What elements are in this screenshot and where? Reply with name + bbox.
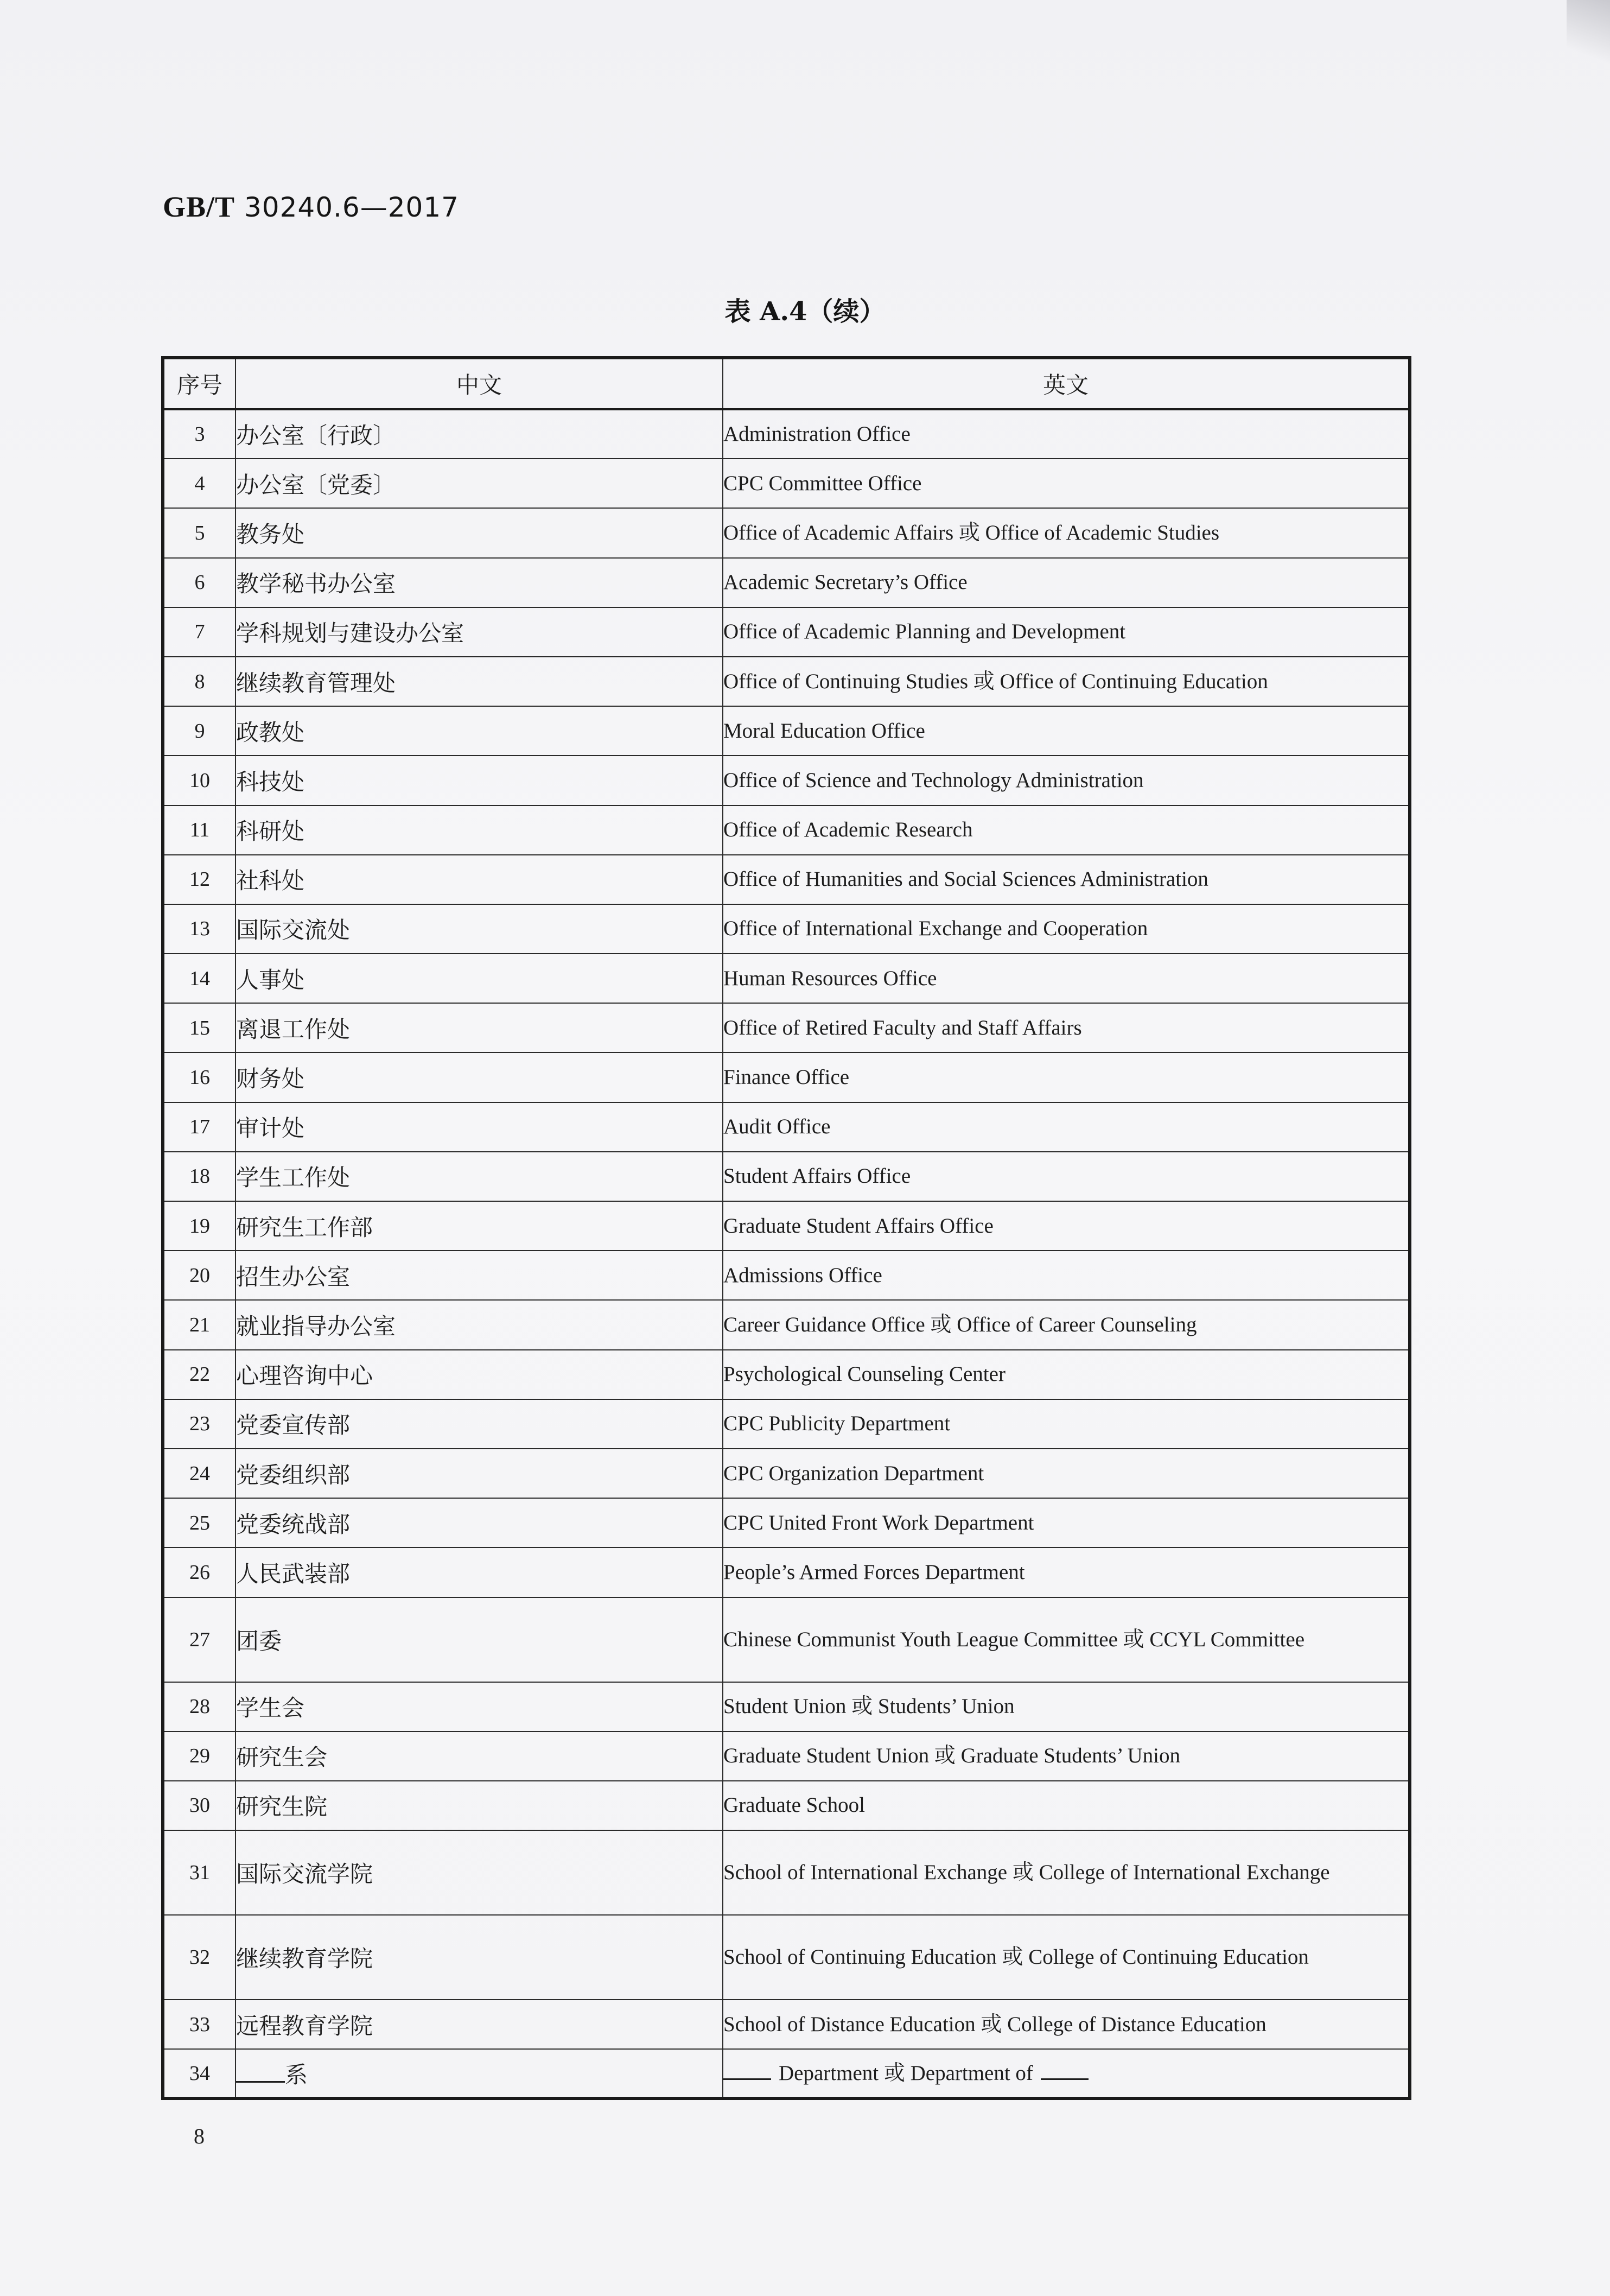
row-number: 17 [163, 1102, 236, 1152]
page-corner-shadow [1567, 0, 1610, 76]
row-number: 30 [163, 1781, 236, 1830]
row-chinese: 国际交流处 [236, 904, 723, 954]
fill-in-blank [1041, 2059, 1089, 2080]
row-number: 26 [163, 1547, 236, 1597]
table-row [163, 1052, 1410, 1102]
row-english: Office of Academic Research [723, 805, 1410, 855]
table-row [163, 1830, 1410, 1915]
row-english: Graduate Student Union 或 Graduate Students’ Union [723, 1731, 1410, 1781]
department-name-table [161, 356, 1411, 2100]
row-english: CPC Publicity Department [723, 1399, 1410, 1449]
row-chinese: 财务处 [236, 1052, 723, 1102]
table-row [163, 1781, 1410, 1830]
row-english: CPC Organization Department [723, 1449, 1410, 1498]
row-number: 10 [163, 756, 236, 805]
page-number: 8 [194, 2124, 205, 2148]
row-number: 18 [163, 1152, 236, 1201]
row-chinese: 办公室〔党委〕 [236, 459, 723, 508]
table-row [163, 855, 1410, 904]
row-number: 32 [163, 1915, 236, 2000]
row-number: 14 [163, 954, 236, 1003]
row-english: Office of Science and Technology Administration [723, 756, 1410, 805]
row-chinese: 招生办公室 [236, 1251, 723, 1300]
row-english: Psychological Counseling Center [723, 1350, 1410, 1399]
row-chinese: 继续教育学院 [236, 1915, 723, 2000]
row-number: 8 [163, 657, 236, 706]
row-number: 27 [163, 1597, 236, 1682]
row-chinese: 离退工作处 [236, 1003, 723, 1052]
column-header-english: 英文 [723, 358, 1410, 409]
row-number: 21 [163, 1300, 236, 1349]
row-english: Office of Retired Faculty and Staff Affairs [723, 1003, 1410, 1052]
row-chinese: 党委统战部 [236, 1498, 723, 1547]
row-chinese: 国际交流学院 [236, 1830, 723, 1915]
column-header-number: 序号 [163, 358, 236, 409]
row-chinese: 教务处 [236, 508, 723, 557]
row-english: Student Union 或 Students’ Union [723, 1682, 1410, 1731]
row-number: 22 [163, 1350, 236, 1399]
row-number: 29 [163, 1731, 236, 1781]
row-english: School of Continuing Education 或 College of Continuing Education [723, 1915, 1410, 2000]
row-english: Admissions Office [723, 1251, 1410, 1300]
row-chinese: 政教处 [236, 706, 723, 756]
row-number: 7 [163, 607, 236, 657]
table-row [163, 1201, 1410, 1251]
row-chinese: 审计处 [236, 1102, 723, 1152]
standard-code [163, 190, 459, 224]
row-english: CPC United Front Work Department [723, 1498, 1410, 1547]
row-chinese: 研究生院 [236, 1781, 723, 1830]
chinese-suffix: 系 [285, 2061, 308, 2088]
row-chinese: 研究生会 [236, 1731, 723, 1781]
row-english: Graduate School [723, 1781, 1410, 1830]
table-row [163, 459, 1410, 508]
row-chinese: 科研处 [236, 805, 723, 855]
row-chinese: 办公室〔行政〕 [236, 409, 723, 459]
row-english: Office of Humanities and Social Sciences Administration [723, 855, 1410, 904]
table-row [163, 1731, 1410, 1781]
table-row [163, 409, 1410, 459]
row-number: 33 [163, 2000, 236, 2049]
table-row [163, 1300, 1410, 1349]
row-number: 9 [163, 706, 236, 756]
row-number: 6 [163, 558, 236, 607]
fill-in-blank [723, 2059, 771, 2080]
table-body [163, 409, 1410, 2098]
table-row [163, 1251, 1410, 1300]
row-chinese: 党委组织部 [236, 1449, 723, 1498]
row-chinese: 学生工作处 [236, 1152, 723, 1201]
row-number: 3 [163, 409, 236, 459]
row-chinese: 人事处 [236, 954, 723, 1003]
table-row [163, 756, 1410, 805]
row-english: CPC Committee Office [723, 459, 1410, 508]
table-row [163, 1682, 1410, 1731]
row-chinese: 团委 [236, 1597, 723, 1682]
row-number: 20 [163, 1251, 236, 1300]
row-chinese: 远程教育学院 [236, 2000, 723, 2049]
table-row [163, 1102, 1410, 1152]
column-header-chinese: 中文 [236, 358, 723, 409]
table-row [163, 1915, 1410, 2000]
row-english: Finance Office [723, 1052, 1410, 1102]
row-number: 28 [163, 1682, 236, 1731]
table-row [163, 1547, 1410, 1597]
table-row [163, 607, 1410, 657]
english-middle: Department 或 Department of [779, 2061, 1033, 2085]
row-english: Office of Academic Affairs 或 Office of Academic Studies [723, 508, 1410, 557]
row-number: 34 [163, 2049, 236, 2098]
row-number: 16 [163, 1052, 236, 1102]
row-english: School of International Exchange 或 College of International Exchange [723, 1830, 1410, 1915]
row-number: 31 [163, 1830, 236, 1915]
table-row [163, 904, 1410, 954]
table-row [163, 1597, 1410, 1682]
row-number: 12 [163, 855, 236, 904]
row-chinese [236, 2049, 723, 2098]
row-english: Career Guidance Office 或 Office of Career Counseling [723, 1300, 1410, 1349]
table-row [163, 1350, 1410, 1399]
row-number: 11 [163, 805, 236, 855]
table-row [163, 706, 1410, 756]
table-row [163, 1003, 1410, 1052]
table-row [163, 954, 1410, 1003]
row-chinese: 心理咨询中心 [236, 1350, 723, 1399]
row-chinese: 科技处 [236, 756, 723, 805]
row-english: Office of Academic Planning and Development [723, 607, 1410, 657]
row-english: Audit Office [723, 1102, 1410, 1152]
row-chinese: 就业指导办公室 [236, 1300, 723, 1349]
table-row [163, 1152, 1410, 1201]
table-row [163, 1399, 1410, 1449]
row-english: Student Affairs Office [723, 1152, 1410, 1201]
table-row [163, 508, 1410, 557]
row-chinese: 研究生工作部 [236, 1201, 723, 1251]
table-row [163, 805, 1410, 855]
row-number: 19 [163, 1201, 236, 1251]
row-english: Human Resources Office [723, 954, 1410, 1003]
row-number: 4 [163, 459, 236, 508]
row-chinese: 社科处 [236, 855, 723, 904]
standard-number: 30240.6—2017 [244, 192, 459, 223]
row-english: People’s Armed Forces Department [723, 1547, 1410, 1597]
row-english [723, 2049, 1410, 2098]
row-chinese: 教学秘书办公室 [236, 558, 723, 607]
row-number: 15 [163, 1003, 236, 1052]
row-chinese: 学生会 [236, 1682, 723, 1731]
row-number: 25 [163, 1498, 236, 1547]
row-english: Office of International Exchange and Cooperation [723, 904, 1410, 954]
table-row [163, 1498, 1410, 1547]
row-chinese: 继续教育管理处 [236, 657, 723, 706]
row-english: Graduate Student Affairs Office [723, 1201, 1410, 1251]
row-chinese: 人民武装部 [236, 1547, 723, 1597]
row-english: Chinese Communist Youth League Committee 或 CCYL Committee [723, 1597, 1410, 1682]
table-header-row [163, 358, 1410, 409]
row-english: Administration Office [723, 409, 1410, 459]
row-english: Office of Continuing Studies 或 Office of Continuing Education [723, 657, 1410, 706]
row-english: School of Distance Education 或 College of Distance Education [723, 2000, 1410, 2049]
row-english: Academic Secretary’s Office [723, 558, 1410, 607]
row-chinese: 学科规划与建设办公室 [236, 607, 723, 657]
row-number: 5 [163, 508, 236, 557]
standard-prefix: GB/T [163, 191, 236, 223]
row-english: Moral Education Office [723, 706, 1410, 756]
row-chinese: 党委宣传部 [236, 1399, 723, 1449]
table-row-last [163, 2049, 1410, 2098]
table-row [163, 2000, 1410, 2049]
table-row [163, 1449, 1410, 1498]
row-number: 24 [163, 1449, 236, 1498]
fill-in-blank [236, 2062, 285, 2083]
table-row [163, 657, 1410, 706]
row-number: 23 [163, 1399, 236, 1449]
table-row [163, 558, 1410, 607]
row-number: 13 [163, 904, 236, 954]
table-title: 表 A.4（续） [724, 296, 886, 327]
